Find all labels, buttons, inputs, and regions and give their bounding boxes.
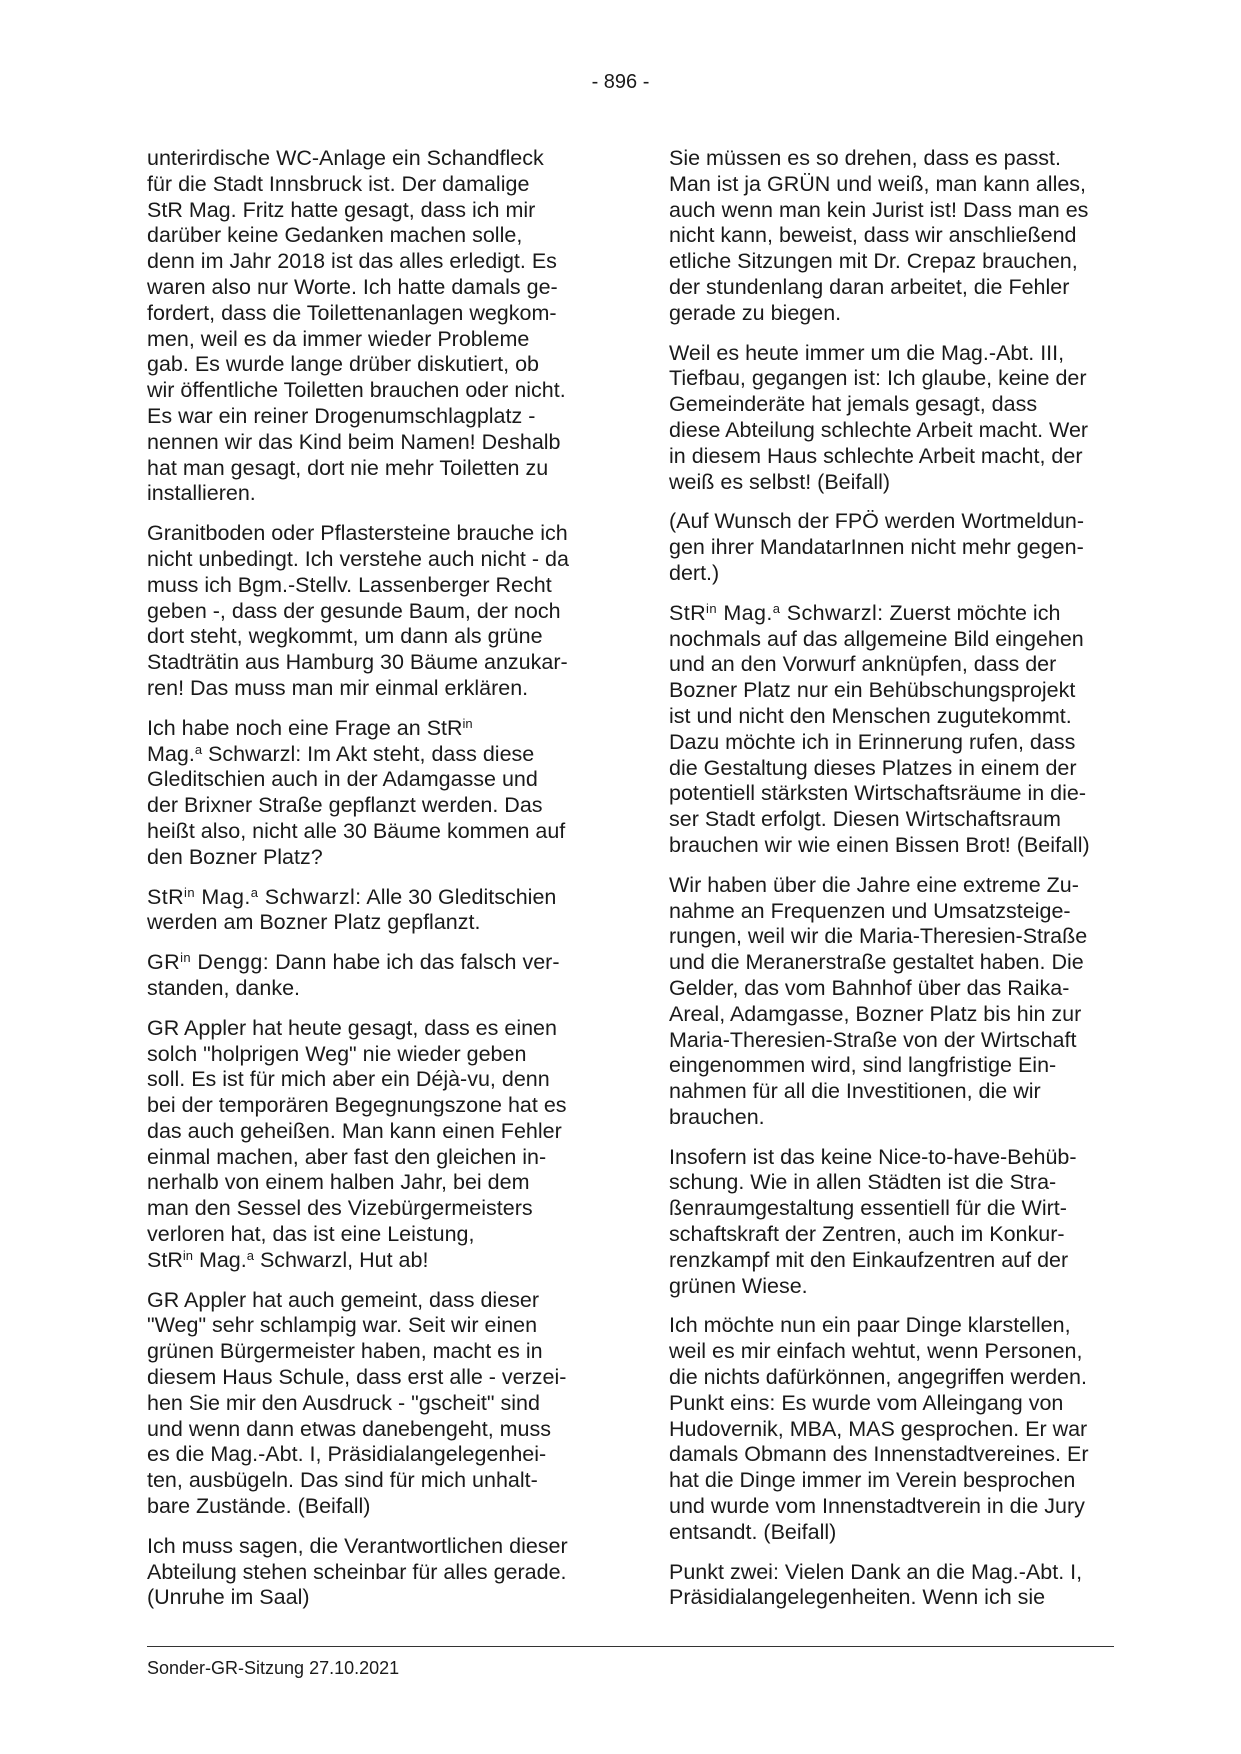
- paragraph: [147, 1288, 592, 1520]
- text-line: den Bozner Platz?: [147, 844, 323, 869]
- text-line: man den Sessel des Vizebürgermeisters: [147, 1196, 533, 1221]
- text-line: ren! Das muss man mir einmal erklären.: [147, 675, 529, 700]
- text-line: GR Appler hat heute gesagt, dass es einen: [147, 1015, 557, 1040]
- text-line: Stadträtin aus Hamburg 30 Bäume anzukar-: [147, 650, 568, 675]
- text-line: und wenn dann etwas danebengeht, muss: [147, 1416, 552, 1441]
- superscript: in: [182, 1247, 193, 1263]
- text-line: heißt also, nicht alle 30 Bäume kommen auf: [147, 818, 566, 843]
- text-line: fordert, dass die Toilettenanlagen wegkom-: [147, 300, 557, 325]
- paragraph: [147, 521, 592, 702]
- footer-divider: [147, 1646, 1114, 1647]
- text-line: hat die Dinge immer im Verein besprochen: [669, 1468, 1076, 1493]
- text-line: und die Meranerstraße gestaltet haben. Die: [669, 950, 1084, 975]
- text-line: denn im Jahr 2018 ist das alles erledigt. Es: [147, 249, 557, 274]
- paragraph: [147, 1016, 592, 1274]
- text-line: nicht unbedingt. Ich verstehe auch nicht - da: [147, 546, 569, 571]
- text-line: und an den Vorwurf anknüpfen, dass der: [669, 652, 1057, 677]
- text-line: die Gestaltung dieses Platzes in einem der: [669, 755, 1077, 780]
- left-column: [147, 146, 592, 1625]
- text-line: Hudovernik, MBA, MAS gesprochen. Er war: [669, 1416, 1088, 1441]
- text-run: Mag.: [192, 1247, 247, 1272]
- text-line: Granitboden oder Pflastersteine brauche ich: [147, 521, 568, 546]
- text-line: hen Sie mir den Ausdruck - "gscheit" sind: [147, 1390, 540, 1415]
- paragraph: [147, 950, 592, 1002]
- text-line: nicht kann, beweist, dass wir anschließend: [669, 223, 1077, 248]
- text-line: es die Mag.-Abt. I, Präsidialangelegenhei-: [147, 1442, 547, 1467]
- text-line: Weil es heute immer um die Mag.-Abt. III,: [669, 340, 1065, 365]
- text-line: bei der temporären Begegnungszone hat es: [147, 1093, 567, 1118]
- text-line: ßenraumgestaltung essentiell für die Wirt-: [669, 1196, 1067, 1221]
- paragraph: [147, 885, 592, 937]
- footer-session-label: Sonder-GR-Sitzung 27.10.2021: [147, 1658, 400, 1678]
- text-run: Schwarzl, Hut ab!: [253, 1247, 429, 1272]
- text-line: installieren.: [147, 481, 256, 506]
- paragraph: [669, 1145, 1114, 1300]
- text-line: (Auf Wunsch der FPÖ werden Wortmeldun-: [669, 509, 1085, 534]
- text-line: Ich möchte nun ein paar Dinge klarstellen,: [669, 1313, 1071, 1338]
- text-line: Präsidialangelegenheiten. Wenn ich sie: [669, 1585, 1046, 1610]
- text-line: Punkt zwei: Vielen Dank an die Mag.-Abt. I,: [669, 1559, 1083, 1584]
- text-line: gerade zu biegen.: [669, 300, 842, 325]
- text-line: brauchen.: [669, 1104, 765, 1129]
- text-line: in diesem Haus schlechte Arbeit macht, der: [669, 443, 1083, 468]
- text-line: Areal, Adamgasse, Bozner Platz bis hin zur: [669, 1001, 1082, 1026]
- text-line: rungen, weil wir die Maria-Theresien-Straße: [669, 924, 1088, 949]
- text-line: bare Zustände. (Beifall): [147, 1494, 371, 1519]
- text-line: soll. Es ist für mich aber ein Déjà-vu, denn: [147, 1067, 550, 1092]
- text-line: schaftskraft der Zentren, auch im Konkur-: [669, 1222, 1065, 1247]
- text-line: Ich muss sagen, die Verantwortlichen dieser: [147, 1533, 568, 1558]
- paragraph: [147, 146, 592, 507]
- text-line: unterirdische WC-Anlage ein Schandfleck: [147, 146, 544, 170]
- text-line: für die Stadt Innsbruck ist. Der damalige: [147, 171, 530, 196]
- text-line: diesem Haus Schule, dass erst alle - verzei-: [147, 1365, 567, 1390]
- text-line: StR Mag. Fritz hatte gesagt, dass ich mir: [147, 197, 536, 222]
- text-line: Dazu möchte ich in Erinnerung rufen, dass: [669, 729, 1076, 754]
- text-line: brauchen wir wie einen Bissen Brot! (Beifall): [669, 832, 1090, 857]
- paragraph: [147, 1534, 592, 1611]
- right-column: [669, 146, 1114, 1625]
- text-run: Zuerst möchte ich: [883, 600, 1061, 625]
- text-line: waren also nur Worte. Ich hatte damals ge-: [147, 274, 558, 299]
- text-line: dert.): [669, 560, 720, 585]
- text-line: Punkt eins: Es wurde vom Alleingang von: [669, 1390, 1064, 1415]
- superscript: a: [194, 741, 203, 757]
- paragraph: [669, 601, 1114, 859]
- paragraph: [147, 716, 592, 871]
- text-line: Maria-Theresien-Straße von der Wirtschaft: [669, 1027, 1077, 1052]
- text-line: schung. Wie in allen Städten ist die Stra-: [669, 1170, 1057, 1195]
- text-line: gab. Es wurde lange drüber diskutiert, ob: [147, 352, 540, 377]
- text-run: Ich habe noch eine Frage an StR: [147, 715, 463, 740]
- text-line: ist und nicht den Menschen zugutekommt.: [669, 703, 1072, 728]
- text-line: damals Obmann des Innenstadtvereines. Er: [669, 1442, 1089, 1467]
- text-line: men, weil es da immer wieder Probleme: [147, 326, 530, 351]
- text-line: der stundenlang daran arbeitet, die Fehler: [669, 274, 1070, 299]
- paragraph: [669, 341, 1114, 496]
- page-number: - 896 -: [591, 71, 650, 93]
- speaker-name: StR$^{in}$ Mag.$^a$ Schwarzl:: [147, 884, 362, 909]
- text-line: verloren hat, das ist eine Leistung,: [147, 1222, 475, 1247]
- text-line: die nichts dafürkönnen, angegriffen werden.: [669, 1365, 1087, 1390]
- text-line: auch wenn man kein Jurist ist! Dass man es: [669, 197, 1089, 222]
- text-line: potentiell stärksten Wirtschaftsräume in die-: [669, 781, 1087, 806]
- text-line: Bozner Platz nur ein Behübschungsprojekt: [669, 678, 1076, 703]
- text-line: wir öffentliche Toiletten brauchen oder nicht.: [147, 378, 566, 403]
- paragraph: [669, 1313, 1114, 1545]
- text-line: Gemeinderäte hat jemals gesagt, dass: [669, 392, 1038, 417]
- paragraph: [669, 146, 1114, 327]
- superscript: in: [462, 715, 473, 731]
- text-line: Abteilung stehen scheinbar für alles gerade.: [147, 1559, 567, 1584]
- text-line: nochmals auf das allgemeine Bild eingehen: [669, 626, 1084, 651]
- text-run: Dann habe ich das falsch ver-: [269, 950, 560, 975]
- text-run: Mag.: [147, 741, 195, 766]
- text-line: ten, ausbügeln. Das sind für mich unhalt-: [147, 1468, 538, 1493]
- text-run: StR: [147, 1247, 183, 1272]
- text-line: eingenommen wird, sind langfristige Ein-: [669, 1053, 1057, 1078]
- text-line: GR Appler hat auch gemeint, dass dieser: [147, 1287, 539, 1312]
- text-line: gen ihrer MandatarInnen nicht mehr gegen-: [669, 535, 1084, 560]
- text-line: weiß es selbst! (Beifall): [669, 469, 891, 494]
- text-line: nahme an Frequenzen und Umsatzsteige-: [669, 898, 1071, 923]
- text-line: Gleditschien auch in der Adamgasse und: [147, 767, 538, 792]
- text-line: grünen Wiese.: [669, 1273, 808, 1298]
- text-line: etliche Sitzungen mit Dr. Crepaz brauchen,: [669, 249, 1078, 274]
- text-line: Insofern ist das keine Nice-to-have-Behüb-: [669, 1144, 1077, 1169]
- text-line: nennen wir das Kind beim Namen! Deshalb: [147, 429, 561, 454]
- text-line: Man ist ja GRÜN und weiß, man kann alles,: [669, 171, 1087, 196]
- text-line: Tiefbau, gegangen ist: Ich glaube, keine der: [669, 366, 1087, 391]
- speaker-name: StR$^{in}$ Mag.$^a$ Schwarzl:: [669, 600, 884, 625]
- text-line: ser Stadt erfolgt. Diesen Wirtschaftsraum: [669, 807, 1061, 832]
- paragraph: [669, 1560, 1114, 1612]
- text-line: das auch geheißen. Man kann einen Fehler: [147, 1118, 562, 1143]
- text-line: hat man gesagt, dort nie mehr Toiletten zu: [147, 455, 549, 480]
- text-line: standen, danke.: [147, 975, 301, 1000]
- text-line: der Brixner Straße gepflanzt werden. Das: [147, 793, 543, 818]
- text-run: Alle 30 Gleditschien: [361, 884, 557, 909]
- text-line: Gelder, das vom Bahnhof über das Raika-: [669, 975, 1070, 1000]
- text-line: nerhalb von einem halben Jahr, bei dem: [147, 1170, 530, 1195]
- text-line: Sie müssen es so drehen, dass es passt.: [669, 146, 1061, 170]
- text-run: Schwarzl: Im Akt steht, dass diese: [202, 741, 535, 766]
- text-line: renzkampf mit den Einkaufzentren auf der: [669, 1247, 1069, 1272]
- superscript: a: [246, 1247, 254, 1263]
- text-line: darüber keine Gedanken machen solle,: [147, 223, 523, 248]
- text-line: Wir haben über die Jahre eine extreme Zu-: [669, 872, 1079, 897]
- text-line: (Unruhe im Saal): [147, 1585, 310, 1610]
- text-line: und wurde vom Innenstadtverein in die Jury: [669, 1494, 1085, 1519]
- paragraph: [669, 873, 1114, 1131]
- text-line: muss ich Bgm.-Stellv. Lassenberger Recht: [147, 572, 552, 597]
- text-line: diese Abteilung schlechte Arbeit macht. Wer: [669, 417, 1089, 442]
- text-line: weil es mir einfach wehtut, wenn Personen,: [669, 1339, 1083, 1364]
- text-line: geben -, dass der gesunde Baum, der noch: [147, 598, 561, 623]
- text-line: werden am Bozner Platz gepflanzt.: [147, 910, 481, 935]
- text-line: Es war ein reiner Drogenumschlagplatz -: [147, 403, 536, 428]
- text-line: grünen Bürgermeister haben, macht es in: [147, 1339, 543, 1364]
- speaker-name: $GR^{in}$ Dengg:: [147, 950, 270, 975]
- text-line: nahmen für all die Investitionen, die wir: [669, 1079, 1041, 1104]
- text-line: entsandt. (Beifall): [669, 1519, 837, 1544]
- paragraph: [669, 509, 1114, 586]
- text-line: "Weg" sehr schlampig war. Seit wir einen: [147, 1313, 538, 1338]
- text-line: einmal machen, aber fast den gleichen in-: [147, 1144, 547, 1169]
- text-line: dort steht, wegkommt, um dann als grüne: [147, 624, 543, 649]
- text-line: solch "holprigen Weg" nie wieder geben: [147, 1041, 527, 1066]
